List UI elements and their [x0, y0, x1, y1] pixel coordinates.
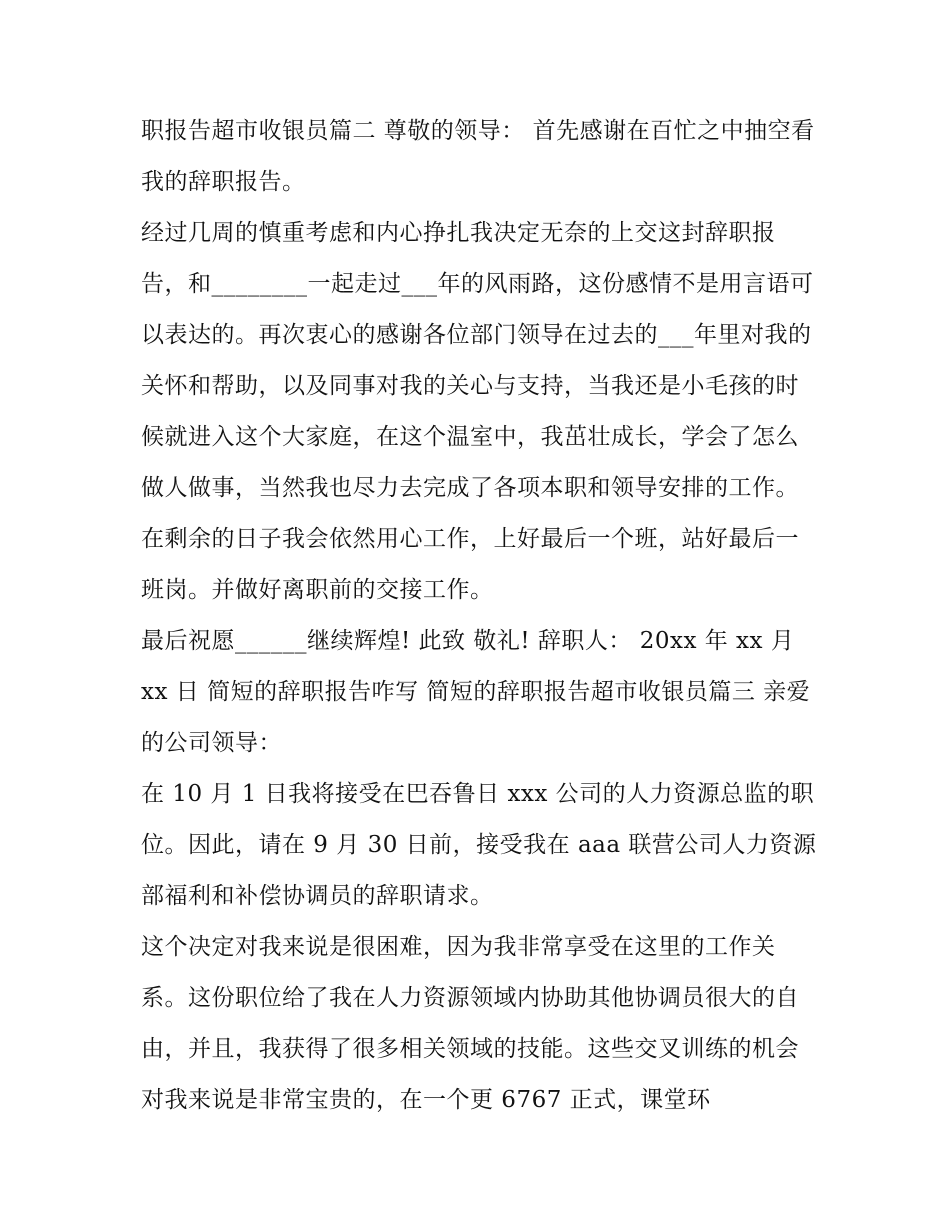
paragraph-2: 经过几周的慎重考虑和内心挣扎我决定无奈的上交这封辞职报告，和________一起走过___年的风雨路，这份感情不是用言语可以表达的。再次衷心的感谢各位部门领导在过去的___年里对我的关怀和帮助，以及同事对我的关心与支持，当我还是小毛孩的时候就进入这个大家庭，在这个温室中，我茁壮成长，学会了怎么做人做事，当然我也尽力去完成了各项本职和领导安排的工作。在剩余的日子我会依然用心工作，上好最后一个班，站好最后一班岗。并做好离职前的交接工作。 — [141, 220, 814, 603]
paragraph-4: 在 10 月 1 日我将接受在巴吞鲁日 xxx 公司的人力资源总监的职位。因此，请在 9 月 30 日前，接受我在 aaa 联营公司人力资源部福利和补偿协调员的辞职请求。 — [141, 781, 817, 909]
document-body — [141, 106, 821, 1126]
paragraph-1: 职报告超市收银员篇二 尊敬的领导： 首先感谢在百忙之中抽空看我的辞职报告。 — [141, 118, 815, 195]
paragraph-5: 这个决定对我来说是很困难，因为我非常享受在这里的工作关系。这份职位给了我在人力资源领域内协助其他协调员很大的自由，并且，我获得了很多相关领域的技能。这些交叉训练的机会对我来说是非常宝贵的，在一个更 6767 正式，课堂环 — [141, 934, 799, 1113]
paragraph-3: 最后祝愿______继续辉煌! 此致 敬礼! 辞职人： 20xx 年 xx 月 xx 日 简短的辞职报告咋写 简短的辞职报告超市收银员篇三 亲爱的公司领导： — [141, 628, 811, 756]
